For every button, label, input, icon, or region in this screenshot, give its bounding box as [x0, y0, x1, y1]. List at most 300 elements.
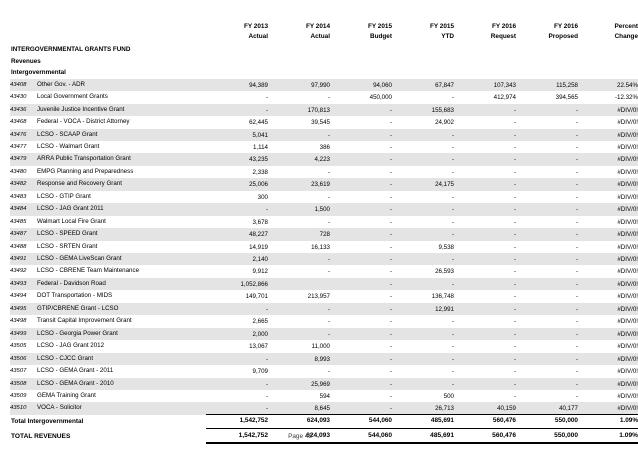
cell-fy2016-request: - — [454, 328, 516, 340]
section-intergovernmental-row — [10, 67, 638, 79]
cell-fy2015-budget: - — [330, 278, 392, 290]
header-desc-line2 — [10, 32, 206, 45]
table-row — [10, 340, 638, 352]
cell-fy2016-request: - — [513, 143, 516, 151]
cell-fy2015-ytd: - — [451, 218, 454, 226]
cell-fy2015-budget: - — [330, 203, 392, 215]
account-description: GTIP/CBRENE Grant - LCSO — [37, 304, 119, 312]
cell-fy2016-proposed: - — [575, 243, 578, 251]
cell-fy2015-ytd: - — [392, 353, 454, 365]
account-number: 43495 — [10, 305, 27, 312]
cell-fy2014-actual: - — [327, 318, 330, 326]
table-row — [10, 353, 638, 365]
account-description: Response and Recovery Grant — [37, 180, 122, 188]
header-row-line1 — [10, 22, 638, 32]
account-cell — [10, 278, 206, 290]
account-number: 43488 — [10, 243, 27, 250]
cell-fy2016-proposed: - — [516, 328, 578, 340]
account-description: Local Government Grants — [37, 93, 108, 101]
cell-fy2013-actual: 9,912 — [252, 268, 268, 276]
account-description: LCSO - GEMA LiveScan Grant — [37, 255, 122, 263]
table-row — [10, 315, 638, 327]
table-row — [10, 91, 638, 103]
total-revenues-fy2015-budget: 544,060 — [330, 428, 392, 443]
cell-fy2013-actual: 3,678 — [252, 218, 268, 226]
account-cell — [10, 153, 206, 165]
cell-fy2016-proposed: - — [575, 119, 578, 127]
cell-fy2014-actual: 8,645 — [268, 402, 330, 414]
cell-fy2016-proposed: - — [516, 153, 578, 165]
cell-percent-change: #DIV/0! — [578, 402, 638, 414]
account-number: 43477 — [10, 143, 27, 150]
cell-percent-change: #DIV/0! — [578, 104, 638, 116]
cell-fy2014-actual: - — [268, 328, 330, 340]
cell-fy2015-budget: - — [330, 402, 392, 414]
cell-fy2016-request: 40,159 — [454, 402, 516, 414]
cell-percent-change: #DIV/0! — [578, 178, 638, 190]
account-number: 43484 — [10, 206, 27, 213]
account-description: ARRA Public Transportation Grant — [37, 155, 131, 163]
cell-percent-change: #DIV/0! — [578, 253, 638, 265]
table-row — [10, 278, 638, 290]
account-number: 43499 — [10, 330, 27, 337]
account-number: 43493 — [10, 280, 27, 287]
header-fy2014-actual-line1: FY 2014 — [305, 23, 330, 30]
cell-fy2015-budget: - — [389, 218, 392, 226]
cell-fy2016-request: - — [454, 278, 516, 290]
cell-fy2013-actual: - — [206, 402, 268, 414]
cell-fy2015-budget: 94,060 — [330, 79, 392, 91]
cell-fy2015-budget: - — [330, 378, 392, 390]
cell-fy2013-actual: - — [206, 378, 268, 390]
account-description: LCSO - SCAAP Grant — [37, 130, 98, 138]
cell-fy2013-actual: - — [206, 104, 268, 116]
table-row — [10, 303, 638, 315]
cell-fy2014-actual: - — [327, 268, 330, 276]
cell-fy2016-proposed: - — [575, 368, 578, 376]
cell-fy2016-proposed: 394,565 — [555, 94, 578, 102]
table-row — [10, 328, 638, 340]
table-row — [10, 79, 638, 91]
cell-fy2015-ytd: - — [451, 168, 454, 176]
cell-fy2013-actual: 1,052,866 — [206, 278, 268, 290]
cell-fy2015-budget: - — [330, 178, 392, 190]
total-revenues-fy2013: 1,542,752 — [206, 428, 268, 443]
account-cell — [10, 104, 206, 116]
account-number: 43436 — [10, 106, 27, 113]
account-description: LCSO - GEMA Grant - 2011 — [37, 367, 114, 375]
cell-fy2015-budget: - — [389, 168, 392, 176]
cell-fy2013-actual: 62,445 — [249, 119, 268, 127]
account-description: GEMA Training Grant — [37, 392, 96, 400]
account-description: VOCA - Solicitor — [37, 404, 82, 412]
table-row — [10, 402, 638, 414]
account-number: 43487 — [10, 231, 27, 238]
cell-percent-change: #DIV/0! — [617, 268, 638, 276]
table-row — [10, 290, 638, 302]
total-revenues-fy2015-ytd: 485,691 — [392, 428, 454, 443]
account-number: 43491 — [10, 256, 27, 263]
account-description: LCSO - JAG Grant 2011 — [37, 205, 104, 213]
account-number: 43468 — [10, 119, 27, 126]
cell-fy2016-request: - — [454, 178, 516, 190]
table-row — [10, 378, 638, 390]
cell-fy2016-proposed: - — [516, 203, 578, 215]
header-fy2016-request-line1: FY 2016 — [491, 23, 516, 30]
cell-fy2015-budget: - — [389, 393, 392, 401]
account-description: LCSO - CJCC Grant — [37, 354, 94, 362]
account-cell — [10, 365, 206, 377]
cell-percent-change: #DIV/0! — [617, 243, 638, 251]
account-description: Walmart Local Fire Grant — [37, 217, 106, 225]
account-cell — [10, 166, 206, 178]
cell-fy2016-request: - — [513, 368, 516, 376]
cell-fy2013-actual: - — [206, 203, 268, 215]
cell-percent-change: #DIV/0! — [617, 293, 638, 301]
account-cell — [10, 129, 206, 141]
account-cell — [10, 228, 206, 240]
cell-fy2013-actual: 2,000 — [206, 328, 268, 340]
account-description: LCSO - Georgia Power Grant — [37, 329, 118, 337]
cell-fy2016-request: - — [454, 153, 516, 165]
cell-fy2014-actual: 728 — [268, 228, 330, 240]
account-description: LCSO - GTIP Grant — [37, 192, 91, 200]
cell-fy2015-budget: - — [330, 353, 392, 365]
cell-fy2015-ytd: 67,847 — [392, 79, 454, 91]
account-cell — [10, 315, 206, 327]
cell-fy2014-actual: - — [327, 368, 330, 376]
table-row — [10, 203, 638, 215]
cell-fy2014-actual: 23,619 — [268, 178, 330, 190]
cell-fy2015-ytd: - — [392, 203, 454, 215]
account-number: 43485 — [10, 218, 27, 225]
cell-percent-change: #DIV/0! — [578, 153, 638, 165]
cell-fy2016-proposed: - — [575, 318, 578, 326]
budget-table — [10, 22, 638, 444]
account-number: 43505 — [10, 343, 27, 350]
cell-fy2016-request: - — [513, 168, 516, 176]
cell-percent-change: #DIV/0! — [578, 129, 638, 141]
account-number: 43408 — [10, 81, 27, 88]
account-cell — [10, 378, 206, 390]
cell-fy2014-actual: 8,993 — [268, 353, 330, 365]
cell-fy2015-budget: - — [330, 328, 392, 340]
cell-fy2016-request: - — [454, 378, 516, 390]
account-cell — [10, 203, 206, 215]
account-description: LCSO - SRTEN Grant — [37, 242, 98, 250]
account-cell — [10, 79, 206, 91]
total-intergovernmental-fy2015-ytd: 485,691 — [392, 415, 454, 429]
account-number: 43510 — [10, 405, 27, 412]
cell-fy2015-ytd: - — [392, 253, 454, 265]
header-fy2016-proposed-line2: Proposed — [548, 32, 578, 40]
total-revenues-label: TOTAL REVENUES — [11, 432, 71, 440]
cell-fy2013-actual: 13,067 — [249, 343, 268, 351]
cell-percent-change: 22.54% — [578, 79, 638, 91]
table-row — [10, 153, 638, 165]
table-header — [10, 22, 638, 44]
cell-fy2015-budget: - — [330, 228, 392, 240]
cell-fy2014-actual: 25,969 — [268, 378, 330, 390]
cell-fy2014-actual: 1,500 — [268, 203, 330, 215]
cell-percent-change: #DIV/0! — [617, 168, 638, 176]
cell-fy2014-actual: 170,813 — [268, 104, 330, 116]
cell-fy2016-request: - — [513, 243, 516, 251]
total-intergovernmental-fy2013: 1,542,752 — [206, 415, 268, 429]
cell-fy2016-proposed: - — [516, 178, 578, 190]
account-description: EMPG Planning and Preparedness — [37, 167, 134, 175]
cell-fy2014-actual: 97,990 — [268, 79, 330, 91]
account-cell — [10, 402, 206, 414]
cell-fy2016-proposed: - — [516, 378, 578, 390]
account-rows-body — [10, 79, 638, 415]
cell-fy2015-ytd: 26,713 — [392, 402, 454, 414]
table-row — [10, 365, 638, 377]
cell-fy2015-ytd: 24,175 — [392, 178, 454, 190]
account-number: 43507 — [10, 368, 27, 375]
cell-fy2015-budget: - — [389, 368, 392, 376]
cell-fy2016-request: 412,974 — [493, 94, 516, 102]
cell-fy2016-request: - — [513, 268, 516, 276]
account-cell — [10, 290, 206, 302]
cell-fy2013-actual: 300 — [257, 193, 268, 201]
account-number: 43480 — [10, 168, 27, 175]
cell-fy2016-proposed: - — [516, 303, 578, 315]
cell-fy2015-budget: - — [389, 293, 392, 301]
cell-fy2016-request: - — [454, 104, 516, 116]
cell-fy2013-actual: 149,701 — [245, 293, 268, 301]
cell-fy2013-actual: - — [265, 94, 268, 102]
cell-fy2016-request: - — [513, 218, 516, 226]
total-revenues-fy2016-request: 560,476 — [454, 428, 516, 443]
table-row — [10, 390, 638, 402]
account-cell — [10, 390, 206, 402]
total-intergovernmental-row — [10, 415, 638, 429]
cell-fy2014-actual — [268, 278, 330, 290]
section-revenues-label: Revenues — [11, 57, 41, 65]
account-description: Other Gov. - ADR — [37, 80, 86, 88]
table-row — [10, 265, 638, 277]
cell-fy2015-ytd: - — [392, 278, 454, 290]
account-description: DOT Transportation - MIDS — [37, 292, 113, 300]
cell-percent-change: #DIV/0! — [617, 343, 638, 351]
cell-fy2015-budget: - — [389, 119, 392, 127]
cell-fy2013-actual: 9,709 — [252, 368, 268, 376]
cell-fy2013-actual: 5,041 — [206, 129, 268, 141]
cell-fy2016-proposed: - — [575, 343, 578, 351]
cell-fy2013-actual: 25,006 — [206, 178, 268, 190]
table-body — [10, 44, 638, 79]
table-row — [10, 178, 638, 190]
cell-fy2015-ytd: 26,593 — [435, 268, 454, 276]
cell-percent-change: #DIV/0! — [617, 368, 638, 376]
header-desc-line1 — [10, 22, 206, 32]
cell-fy2016-proposed: - — [575, 268, 578, 276]
table-row — [10, 191, 638, 203]
cell-fy2016-proposed: - — [516, 129, 578, 141]
account-cell — [10, 91, 206, 103]
account-cell — [10, 141, 206, 153]
account-cell — [10, 178, 206, 190]
account-number: 43430 — [10, 94, 27, 101]
cell-fy2013-actual: 2,140 — [206, 253, 268, 265]
cell-fy2016-proposed: - — [575, 393, 578, 401]
header-fy2015-ytd-line1: FY 2015 — [429, 23, 454, 30]
account-description: Juvenile Justice Incentive Grant — [37, 105, 125, 113]
account-description: Transit Capital Improvement Grant — [37, 317, 132, 325]
header-fy2015-budget-line1: FY 2015 — [367, 23, 392, 30]
cell-fy2013-actual: 48,227 — [206, 228, 268, 240]
cell-fy2015-budget: - — [330, 129, 392, 141]
table-row — [10, 116, 638, 128]
account-number: 43479 — [10, 156, 27, 163]
cell-fy2014-actual: - — [268, 129, 330, 141]
cell-fy2013-actual: - — [206, 303, 268, 315]
header-percent-change-line1: Percent — [614, 23, 638, 30]
account-cell — [10, 265, 206, 277]
account-cell — [10, 303, 206, 315]
account-description: LCSO - GEMA Grant - 2010 — [37, 379, 114, 387]
account-description: LCSO - Walmart Grant — [37, 142, 100, 150]
header-fy2015-budget-line2: Budget — [369, 32, 392, 40]
cell-fy2016-request: - — [513, 119, 516, 127]
header-fy2013-actual-line2: Actual — [248, 32, 268, 40]
cell-fy2016-proposed: 115,258 — [516, 79, 578, 91]
account-number: 43492 — [10, 268, 27, 275]
table-row — [10, 104, 638, 116]
total-revenues-fy2014: 624,093 — [268, 428, 330, 443]
cell-fy2013-actual: 1,114 — [252, 143, 268, 151]
cell-fy2015-ytd: 136,748 — [431, 293, 454, 301]
cell-fy2015-budget: - — [389, 193, 392, 201]
account-number: 43506 — [10, 355, 27, 362]
account-description: LCSO - CBRENE Team Maintenance — [37, 267, 140, 275]
cell-fy2016-request: - — [513, 318, 516, 326]
cell-fy2014-actual: - — [327, 94, 330, 102]
table-row — [10, 141, 638, 153]
total-revenues-fy2016-proposed: 550,000 — [516, 428, 578, 443]
cell-fy2016-request: 107,343 — [454, 79, 516, 91]
header-fy2016-request-line2: Request — [490, 32, 516, 40]
cell-fy2016-proposed: - — [516, 278, 578, 290]
cell-fy2014-actual: - — [327, 218, 330, 226]
cell-percent-change: #DIV/0! — [578, 328, 638, 340]
account-number: 43483 — [10, 193, 27, 200]
cell-fy2015-ytd: - — [392, 378, 454, 390]
cell-fy2016-request: - — [454, 203, 516, 215]
account-number: 43509 — [10, 393, 27, 400]
cell-fy2015-ytd: - — [451, 143, 454, 151]
cell-percent-change: #DIV/0! — [578, 228, 638, 240]
cell-fy2016-request: - — [454, 129, 516, 141]
cell-fy2015-budget: - — [330, 104, 392, 116]
header-fy2014-actual-line2: Actual — [310, 32, 330, 40]
account-description: LCSO - SPEED Grant — [37, 230, 98, 238]
cell-fy2016-proposed: - — [575, 293, 578, 301]
table-row — [10, 216, 638, 228]
cell-fy2016-proposed: - — [516, 228, 578, 240]
cell-percent-change: #DIV/0! — [617, 193, 638, 201]
account-number: 43482 — [10, 181, 27, 188]
cell-fy2013-actual: 2,338 — [252, 168, 268, 176]
cell-percent-change: #DIV/0! — [617, 318, 638, 326]
cell-fy2015-budget: - — [389, 318, 392, 326]
table-row — [10, 166, 638, 178]
account-cell — [10, 191, 206, 203]
page-footer: Page 43 — [288, 433, 312, 440]
section-intergovernmental-label: Intergovernmental — [11, 69, 66, 77]
cell-fy2016-proposed: - — [575, 193, 578, 201]
cell-fy2015-ytd: 155,683 — [392, 104, 454, 116]
account-number: 43476 — [10, 131, 27, 138]
cell-fy2015-ytd: - — [392, 153, 454, 165]
account-cell — [10, 216, 206, 228]
cell-percent-change: #DIV/0! — [578, 353, 638, 365]
fund-title: INTERGOVERNMENTAL GRANTS FUND — [11, 46, 131, 54]
cell-fy2016-proposed: - — [516, 253, 578, 265]
cell-fy2014-actual: 11,000 — [311, 343, 330, 351]
cell-fy2014-actual: - — [268, 253, 330, 265]
header-fy2016-proposed-line1: FY 2016 — [553, 23, 578, 30]
cell-fy2014-actual: - — [327, 168, 330, 176]
account-description: LCSO - JAG Grant 2012 — [37, 342, 105, 350]
cell-fy2014-actual: 4,223 — [268, 153, 330, 165]
cell-fy2015-ytd: 9,538 — [438, 243, 454, 251]
cell-fy2013-actual: 94,389 — [206, 79, 268, 91]
cell-fy2016-proposed: - — [575, 143, 578, 151]
cell-fy2013-actual: - — [206, 353, 268, 365]
cell-percent-change: #DIV/0! — [578, 378, 638, 390]
total-intergovernmental-fy2015-budget: 544,060 — [330, 415, 392, 429]
fund-title-row — [10, 44, 638, 56]
account-number: 43498 — [10, 318, 27, 325]
cell-percent-change: #DIV/0! — [578, 278, 638, 290]
cell-fy2016-request: - — [454, 228, 516, 240]
cell-fy2014-actual: - — [327, 193, 330, 201]
cell-percent-change: #DIV/0! — [617, 393, 638, 401]
cell-fy2015-ytd: - — [451, 318, 454, 326]
account-number: 43508 — [10, 380, 27, 387]
total-intergovernmental-fy2016-request: 560,476 — [454, 415, 516, 429]
cell-fy2015-budget: 450,000 — [369, 94, 392, 102]
total-intergovernmental-fy2016-proposed: 550,000 — [516, 415, 578, 429]
account-cell — [10, 116, 206, 128]
cell-fy2015-ytd: - — [451, 368, 454, 376]
cell-percent-change: #DIV/0! — [617, 119, 638, 127]
section-revenues-row — [10, 56, 638, 68]
cell-percent-change: #DIV/0! — [617, 218, 638, 226]
total-intergovernmental-percent-change: 1.09% — [578, 415, 638, 429]
cell-fy2014-actual: 386 — [319, 143, 330, 151]
cell-fy2016-request: - — [513, 343, 516, 351]
account-cell — [10, 253, 206, 265]
cell-fy2016-proposed: - — [575, 168, 578, 176]
cell-fy2015-budget: - — [330, 253, 392, 265]
header-fy2015-ytd-line2: YTD — [441, 32, 454, 40]
cell-fy2015-budget: - — [389, 243, 392, 251]
cell-fy2016-request: - — [454, 303, 516, 315]
cell-fy2016-request: - — [513, 193, 516, 201]
cell-fy2013-actual: - — [265, 393, 268, 401]
cell-fy2013-actual: 2,665 — [252, 318, 268, 326]
account-cell — [10, 241, 206, 253]
account-number: 43494 — [10, 293, 27, 300]
cell-percent-change: #DIV/0! — [617, 143, 638, 151]
cell-fy2015-ytd: - — [392, 228, 454, 240]
cell-fy2016-proposed: - — [516, 104, 578, 116]
account-description: Federal - Davidson Road — [37, 279, 106, 287]
account-description: Federal - VOCA - District Attorney — [37, 118, 130, 126]
